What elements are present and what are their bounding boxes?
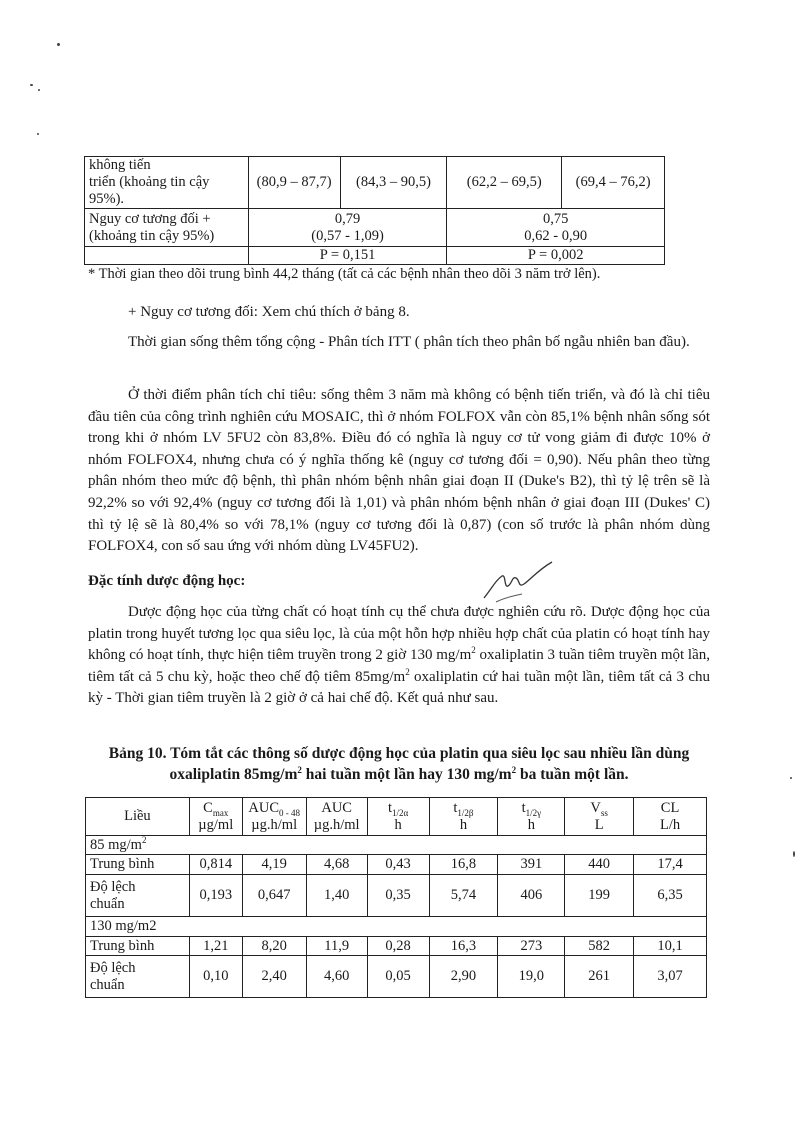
table-cell: (69,4 – 76,2) bbox=[562, 157, 665, 209]
table-row bbox=[86, 956, 707, 998]
table-cell: (80,9 – 87,7) bbox=[248, 157, 340, 209]
dose-group-row bbox=[86, 836, 707, 855]
table-cell: 2,90 bbox=[429, 956, 498, 998]
scan-speck bbox=[37, 133, 39, 135]
table-row bbox=[86, 875, 707, 917]
table-cell: 0,10 bbox=[189, 956, 242, 998]
table-cell: 0,79 (0,57 - 1,09) bbox=[248, 209, 447, 247]
table-footnote: * Thời gian theo dõi trung bình 44,2 tháng (tất cả các bệnh nhân theo dõi 3 năm trở lên). bbox=[88, 266, 601, 282]
column-header: $C_{max}$ µg/ml bbox=[189, 798, 242, 836]
table-cell: 19,0 bbox=[498, 956, 565, 998]
column-header: CL L/h bbox=[634, 798, 707, 836]
p-value-cell: P = 0,002 bbox=[447, 247, 665, 265]
pharmacokinetics-table bbox=[85, 797, 707, 998]
handwritten-signature bbox=[478, 558, 558, 608]
table-caption: Bảng 10. Tóm tắt các thông số dược động học của platin qua siêu lọc sau nhiều lần dùng oxaliplatin $85mg/m^2$ hai tuần một lần hay 130 $mg/m^2$ ba tuần một lần. bbox=[108, 745, 690, 783]
table-cell: 2,40 bbox=[242, 956, 306, 998]
column-header: $t_{1/2\gamma}$ h bbox=[498, 798, 565, 836]
scan-speck bbox=[793, 851, 795, 857]
column-header: $t_{1/2\alpha}$ h bbox=[367, 798, 429, 836]
paragraph-mosaic: Ở thời điểm phân tích chỉ tiêu: sống thêm 3 năm mà không có bệnh tiến triển, và đó là chỉ tiêu đầu tiên của công trình nghiên cứu MOSAIC, thì ở nhóm FOLFOX vẫn còn 85,1% bệnh nhân sống sót trong khi ở nhóm LV 5FU2 còn 83,8%. Điều đó có nghĩa là nguy cơ tử vong giảm đi được 10% ở nhóm FOLFOX4, nhưng chưa có ý nghĩa thống kê (nguy cơ tương đối = 0,90). Nếu phân theo từng phân nhóm theo mức độ bệnh, thì phân nhóm bệnh nhân giai đoạn II (Duke's B2), thì tỷ lệ trên sẽ là 92,2% so với 92,4% (nguy cơ tương đối là 1,01) và phân nhóm bệnh nhân ở giai đoạn III (Dukes' C) thì tỷ lệ sẽ là 80,4% so với 78,1% (nguy cơ tương đối là 0,87) (con số trước là phân nhóm dùng FOLFOX4, con số sau ứng với nhóm dùng LV45FU2). bbox=[88, 387, 710, 555]
row-label: Độ lệch chuẩn bbox=[86, 875, 190, 917]
table-cell: 0,05 bbox=[367, 956, 429, 998]
table-cell: 10,1 bbox=[634, 937, 707, 956]
header-row bbox=[86, 798, 707, 836]
table-row bbox=[85, 247, 665, 265]
table-cell: 16,8 bbox=[429, 855, 498, 875]
table-cell: 8,20 bbox=[242, 937, 306, 956]
column-header: $AUC_{0 - 48}$ µg.h/ml bbox=[242, 798, 306, 836]
table-cell: 199 bbox=[565, 875, 634, 917]
column-header: AUC µg.h/ml bbox=[306, 798, 367, 836]
column-header: $V_{ss}$ L bbox=[565, 798, 634, 836]
table-cell: 582 bbox=[565, 937, 634, 956]
row-label: Nguy cơ tương đối + (khoảng tin cậy 95%) bbox=[85, 209, 249, 247]
table-cell: 3,07 bbox=[634, 956, 707, 998]
scan-speck bbox=[57, 43, 60, 46]
table-cell: 0,193 bbox=[189, 875, 242, 917]
paragraph-itt: Thời gian sống thêm tổng cộng - Phân tích ITT ( phân tích theo phân bố ngẫu nhiên ban đầu). bbox=[128, 334, 690, 350]
p-value-cell: P = 0,151 bbox=[248, 247, 447, 265]
section-heading-pharmacokinetics: Đặc tính dược động học: bbox=[88, 573, 246, 589]
table-cell: 261 bbox=[565, 956, 634, 998]
table-cell: 17,4 bbox=[634, 855, 707, 875]
table-cell: 0,75 0,62 - 0,90 bbox=[447, 209, 665, 247]
table-row bbox=[86, 937, 707, 956]
table-cell: 4,60 bbox=[306, 956, 367, 998]
column-header: Liều bbox=[86, 798, 190, 836]
dose-group-row bbox=[86, 917, 707, 937]
column-header: $t_{1/2\beta}$ h bbox=[429, 798, 498, 836]
table-cell: 391 bbox=[498, 855, 565, 875]
table-cell: 1,40 bbox=[306, 875, 367, 917]
table-cell: 0,814 bbox=[189, 855, 242, 875]
table-cell: 0,647 bbox=[242, 875, 306, 917]
scan-speck bbox=[38, 89, 40, 91]
table-cell: 5,74 bbox=[429, 875, 498, 917]
table-cell bbox=[85, 247, 249, 265]
table-cell: 0,28 bbox=[367, 937, 429, 956]
table-row bbox=[85, 157, 665, 209]
row-label: không tiến triển (khoảng tin cậy 95%). bbox=[85, 157, 249, 209]
table-row bbox=[86, 855, 707, 875]
paragraph-pharmacokinetics: Dược động học của từng chất có hoạt tính cụ thể chưa được nghiên cứu rõ. Dược động học của platin trong huyết tương lọc qua siêu lọc, là của một hỗn hợp nhiều hợp chất của platin có hoạt tính hay không có hoạt tính, thực hiện tiêm truyền trong 2 giờ 130 $mg/m^2$ oxaliplatin 3 tuần tiêm truyền một lần, tiêm tất cả 5 chu kỳ, hoặc theo chế độ tiêm $85mg/m^2$ oxaliplatin cứ hai tuần một lần, tiêm tất cả 3 chu kỳ - Thời gian tiêm truyền là 2 giờ ở cả hai chế độ. Kết quả như sau. bbox=[88, 604, 711, 707]
row-label: Độ lệch chuẩn bbox=[86, 956, 190, 998]
table-cell: 16,3 bbox=[429, 937, 498, 956]
table-cell: 4,19 bbox=[242, 855, 306, 875]
table-cell: (62,2 – 69,5) bbox=[447, 157, 562, 209]
table-cell: 1,21 bbox=[189, 937, 242, 956]
scan-speck bbox=[790, 777, 792, 779]
dose-group-label: 85 $mg/m^2$ bbox=[86, 836, 707, 855]
scan-speck bbox=[30, 84, 33, 86]
table-cell: 0,35 bbox=[367, 875, 429, 917]
table-cell: 440 bbox=[565, 855, 634, 875]
table-cell: 273 bbox=[498, 937, 565, 956]
table-cell: 11,9 bbox=[306, 937, 367, 956]
survival-table-continuation bbox=[84, 156, 665, 265]
table-cell: (84,3 – 90,5) bbox=[340, 157, 447, 209]
dose-group-label: 130 mg/m2 bbox=[86, 917, 707, 937]
row-label: Trung bình bbox=[86, 937, 190, 956]
table-cell: 4,68 bbox=[306, 855, 367, 875]
table-cell: 6,35 bbox=[634, 875, 707, 917]
table-row bbox=[85, 209, 665, 247]
note-plus: + Nguy cơ tương đối: Xem chú thích ở bảng 8. bbox=[128, 304, 410, 320]
row-label: Trung bình bbox=[86, 855, 190, 875]
table-cell: 406 bbox=[498, 875, 565, 917]
table-cell: 0,43 bbox=[367, 855, 429, 875]
